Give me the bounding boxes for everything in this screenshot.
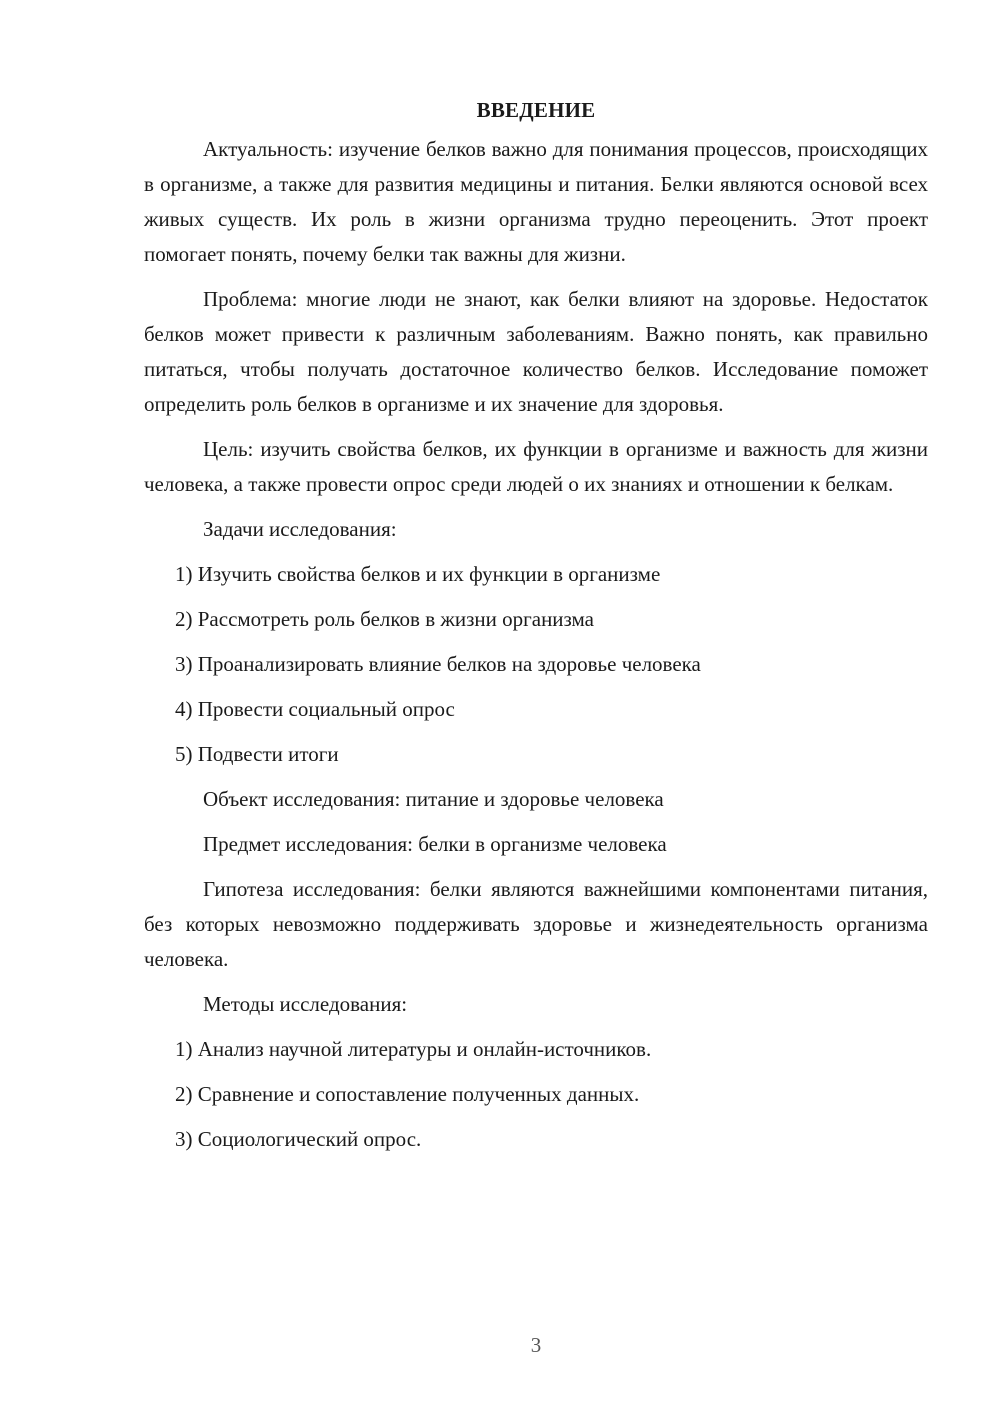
page-number: 3 [530, 1333, 542, 1357]
research-subject: Предмет исследования: белки в организме человека [203, 832, 667, 856]
problem-paragraph: Проблема: многие люди не знают, как белки влияют на здоровье. Недостаток белков может привести к различным заболеваниям. Важно понять, как правильно питаться, чтобы получать достаточное количество белков. Исследование поможет определить роль белков в организме и их значение для здоровья. [144, 287, 928, 416]
method-item: 2) Сравнение и сопоставление полученных данных. [175, 1082, 640, 1106]
task-item: 5) Подвести итоги [175, 742, 339, 766]
task-item: 2) Рассмотреть роль белков в жизни организма [175, 607, 595, 631]
method-item: 3) Социологический опрос. [175, 1127, 422, 1151]
section-title: ВВЕДЕНИЕ [476, 98, 596, 122]
document-page [144, 93, 928, 1167]
research-object: Объект исследования: питание и здоровье человека [203, 787, 664, 811]
task-item: 4) Провести социальный опрос [175, 697, 455, 721]
method-item: 1) Анализ научной литературы и онлайн-источников. [175, 1037, 652, 1061]
methods-heading: Методы исследования: [203, 992, 408, 1016]
hypothesis-paragraph: Гипотеза исследования: белки являются важнейшими компонентами питания, без которых невозможно поддерживать здоровье и жизнедеятельность организма человека. [144, 877, 928, 971]
task-item: 1) Изучить свойства белков и их функции в организме [175, 562, 661, 586]
task-item: 3) Проанализировать влияние белков на здоровье человека [175, 652, 701, 676]
tasks-heading: Задачи исследования: [203, 517, 397, 541]
goal-paragraph: Цель: изучить свойства белков, их функции в организме и важность для жизни человека, а также провести опрос среди людей о их знаниях и отношении к белкам. [144, 437, 928, 496]
relevance-paragraph: Актуальность: изучение белков важно для понимания процессов, происходящих в организме, а также для развития медицины и питания. Белки являются основой всех живых существ. Их роль в жизни организма трудно переоценить. Этот проект помогает понять, почему белки так важны для жизни. [144, 137, 928, 266]
